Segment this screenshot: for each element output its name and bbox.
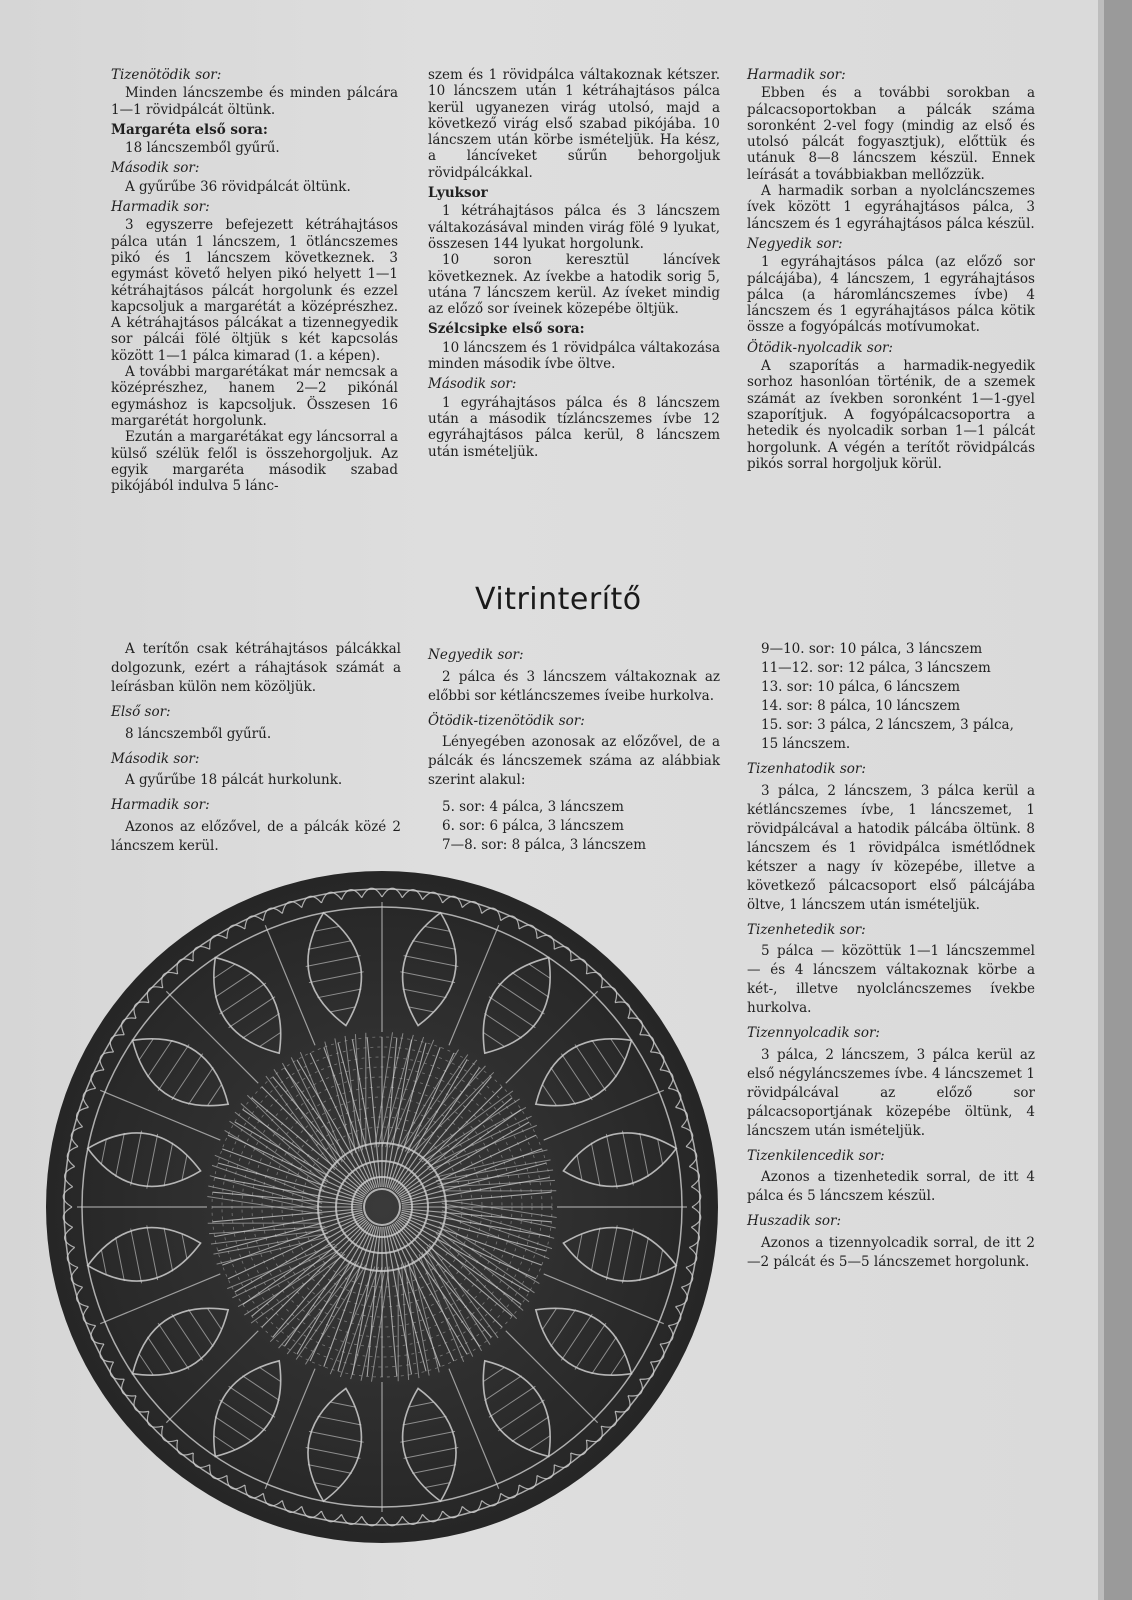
paragraph: 10 láncszem és 1 rövidpálca váltakozása minden második ívbe öltve. — [428, 339, 720, 373]
article-title: Vitrinterítő — [475, 582, 642, 617]
section-heading: Tizenhatodik sor: — [747, 761, 866, 777]
text-line: 14. sor: 8 pálca, 10 láncszem — [761, 698, 961, 714]
column-2 — [428, 67, 720, 460]
text-line: 8 láncszemből gyűrű. — [125, 725, 272, 742]
text-line: A gyűrűbe 18 pálcát hurkolunk. — [125, 772, 343, 788]
section-heading: Harmadik sor: — [747, 67, 846, 83]
section-heading: Tizennyolcadik sor: — [747, 1025, 880, 1041]
paragraph: Azonos az előzővel, de a pálcák közé 2 láncszem kerül. — [111, 818, 401, 854]
section-heading: Negyedik sor: — [747, 235, 843, 252]
paragraph: 3 pálca, 2 láncszem, 3 pálca kerül a kétláncszemes ívbe, 1 láncszemet, 1 rövidpálcával a hatodik pálcába öltünk. 8 láncszem és 1 rövidpálca ismétlődnek kétszer a nagy ív közepébe, illetve a következő pálcacsoport első pálcájába öltve, 1 láncszem után ismételjük. — [747, 782, 1035, 913]
paragraph: A szaporítás a harmadik-negyedik sorhoz hasonlóan történik, de a szemek számát az ívekben soronként 1—1-gyel szaporítjuk. A fogyópálcacsoportra a hetedik és nyolcadik sorban 1—1 pálcát horgolunk. A végén a terítőt rövidpálcás pikós sorral horgoljuk körül. — [747, 358, 1035, 472]
paragraph: A harmadik sorban a nyolcláncszemes ívek között 1 egyráhajtásos pálca, 3 láncszem és 1 egyráhajtásos pálca készül. — [747, 183, 1035, 232]
section-heading: Második sor: — [111, 160, 200, 177]
column-4 — [111, 640, 401, 856]
section-heading: Ötödik-nyolcadik sor: — [747, 339, 893, 356]
paragraph: A terítőn csak kétráhajtásos pálcákkal dolgozunk, ezért a ráhajtások számát a leírásban külön nem közöljük. — [111, 641, 401, 695]
section-heading: Negyedik sor: — [428, 647, 524, 663]
paragraph: Ezután a margarétákat egy láncsorral a külső szélük felől is összehorgoljuk. Az egyik margaréta második szabad pikójából indulva 5 lánc- — [111, 429, 398, 495]
column-3 — [747, 67, 1035, 472]
paragraph: 2 pálca és 3 láncszem váltakoznak az előbbi sor kétláncszemes íveibe hurkolva. — [428, 668, 720, 704]
text-line: 13. sor: 10 pálca, 6 láncszem — [761, 679, 961, 695]
section-heading: Első sor: — [111, 704, 171, 720]
paragraph: Minden láncszembe és minden pálcára 1—1 rövidpálcát öltünk. — [111, 85, 398, 118]
paragraph: 1 egyráhajtásos pálca (az előző sor pálcájába), 4 láncszem, 1 egyráhajtásos pálca (a háromláncszemes ívbe) 4 láncszem és 1 egyráhajtásos pálca kötik össze a fogyópálcás motívumokat. — [747, 254, 1035, 336]
section-heading: Harmadik sor: — [111, 199, 210, 216]
paragraph: Azonos a tizennyolcadik sorral, de itt 2—2 pálcát és 5—5 láncszemet horgolunk. — [747, 1234, 1035, 1270]
text-line: 7—8. sor: 8 pálca, 3 láncszem — [442, 837, 647, 853]
paragraph: Ebben és a további sorokban a pálcacsoportokban a pálcák száma soronként 2-vel fogy (mindig az első és utolsó pálcát fogyasztjuk), előttük és utánuk 8—8 láncszem készül. Ennek leírását a továbbiakban mellőzzük. — [747, 85, 1035, 183]
paragraph: 3 egyszerre befejezett kétráhajtásos pálca után 1 láncszem, 1 ötláncszemes pikó és 1 láncszem következnek. 3 egymást követő helyen pikó helyett 1—1 kétráhajtásos pálcát horgolunk és ezzel kapcsoljuk a margarétát a középrészhez. A kétráhajtásos pálcákat a tizennegyedik sor pálcái fölé öltjük s két kapcsolás között 1—1 pálca kimarad (1. a képen). — [111, 217, 398, 364]
text-line: 5. sor: 4 pálca, 3 láncszem — [442, 799, 624, 815]
section-heading: Ötödik-tizenötödik sor: — [428, 712, 585, 729]
text-line: A gyűrűbe 36 rövidpálcát öltünk. — [125, 178, 351, 195]
paragraph: 5 pálca — közöttük 1—1 láncszemmel — és 4 láncszem váltakoznak körbe a két-, illetve nyolcláncszemes ívekbe hurkolva. — [747, 943, 1035, 1016]
paragraph: 3 pálca, 2 láncszem, 3 pálca kerül az első négyláncszemes ívbe. 4 láncszemet 1 rövidpálcával az előző sor pálcacsoportjának közepébe öltünk, 4 láncszem után ismételjük. — [747, 1046, 1035, 1139]
section-heading: Második sor: — [428, 376, 517, 393]
section-heading-bold: Margaréta első sora: — [111, 121, 268, 138]
paragraph: 1 egyráhajtásos pálca és 8 láncszem után a második tízláncszemes ívbe 12 egyráhajtásos pálca kerül, 8 láncszem után ismételjük. — [428, 394, 720, 460]
paragraph: szem és 1 rövidpálca váltakoznak kétszer. 10 láncszem után 1 kétráhajtásos pálca kerül ugyanezen virág utolsó, majd a következő virág első szabad pikójába. 10 láncszem után körbe ismételjük. Ha kész, a láncíveket sűrűn behorgoljuk rövidpálcákkal. — [428, 67, 720, 181]
page-edge — [1104, 0, 1132, 1600]
paragraph: Lényegében azonosak az előzővel, de a pálcák és láncszemek száma az alábbiak szerint alakul: — [428, 734, 720, 788]
section-heading: Tizenhetedik sor: — [747, 921, 866, 938]
column-6 — [747, 640, 1035, 1272]
doily-photo — [46, 871, 718, 1543]
spacer — [428, 790, 720, 798]
paragraph: 10 soron keresztül láncívek következnek. Az ívekbe a hatodik sorig 5, utána 7 láncszem kerül. Az íveket mindig az előző sor íveinek közepébe öltjük. — [428, 252, 720, 318]
section-heading-bold: Lyuksor — [428, 185, 488, 202]
column-1 — [111, 67, 398, 494]
text-line: 9—10. sor: 10 pálca, 3 láncszem — [761, 641, 983, 657]
paragraph: Azonos a tizenhetedik sorral, de itt 4 pálca és 5 láncszem készül. — [747, 1169, 1035, 1204]
column-5 — [428, 640, 720, 855]
text-line: 6. sor: 6 pálca, 3 láncszem — [442, 818, 624, 834]
section-heading-bold: Szélcsipke első sora: — [428, 321, 585, 338]
section-heading: Második sor: — [111, 750, 200, 767]
section-heading: Harmadik sor: — [111, 797, 210, 813]
text-line: 11—12. sor: 12 pálca, 3 láncszem — [761, 660, 991, 676]
paragraph: 1 kétráhajtásos pálca és 3 láncszem váltakozásával minden virág fölé 9 lyukat, összesen 144 lyukat horgolunk. — [428, 203, 720, 252]
text-line: 18 láncszemből gyűrű. — [125, 140, 280, 157]
text-line: 15. sor: 3 pálca, 2 láncszem, 3 pálca, 15 láncszem. — [761, 717, 1014, 752]
paragraph: A további margarétákat már nemcsak a középrészhez, hanem 2—2 pikónál egymáshoz is kapcsoljuk. Összesen 16 margarétát horgolunk. — [111, 364, 398, 429]
section-heading: Tizenkilencedik sor: — [747, 1147, 885, 1164]
section-heading: Huszadik sor: — [747, 1213, 842, 1229]
section-heading: Tizenötödik sor: — [111, 67, 222, 83]
